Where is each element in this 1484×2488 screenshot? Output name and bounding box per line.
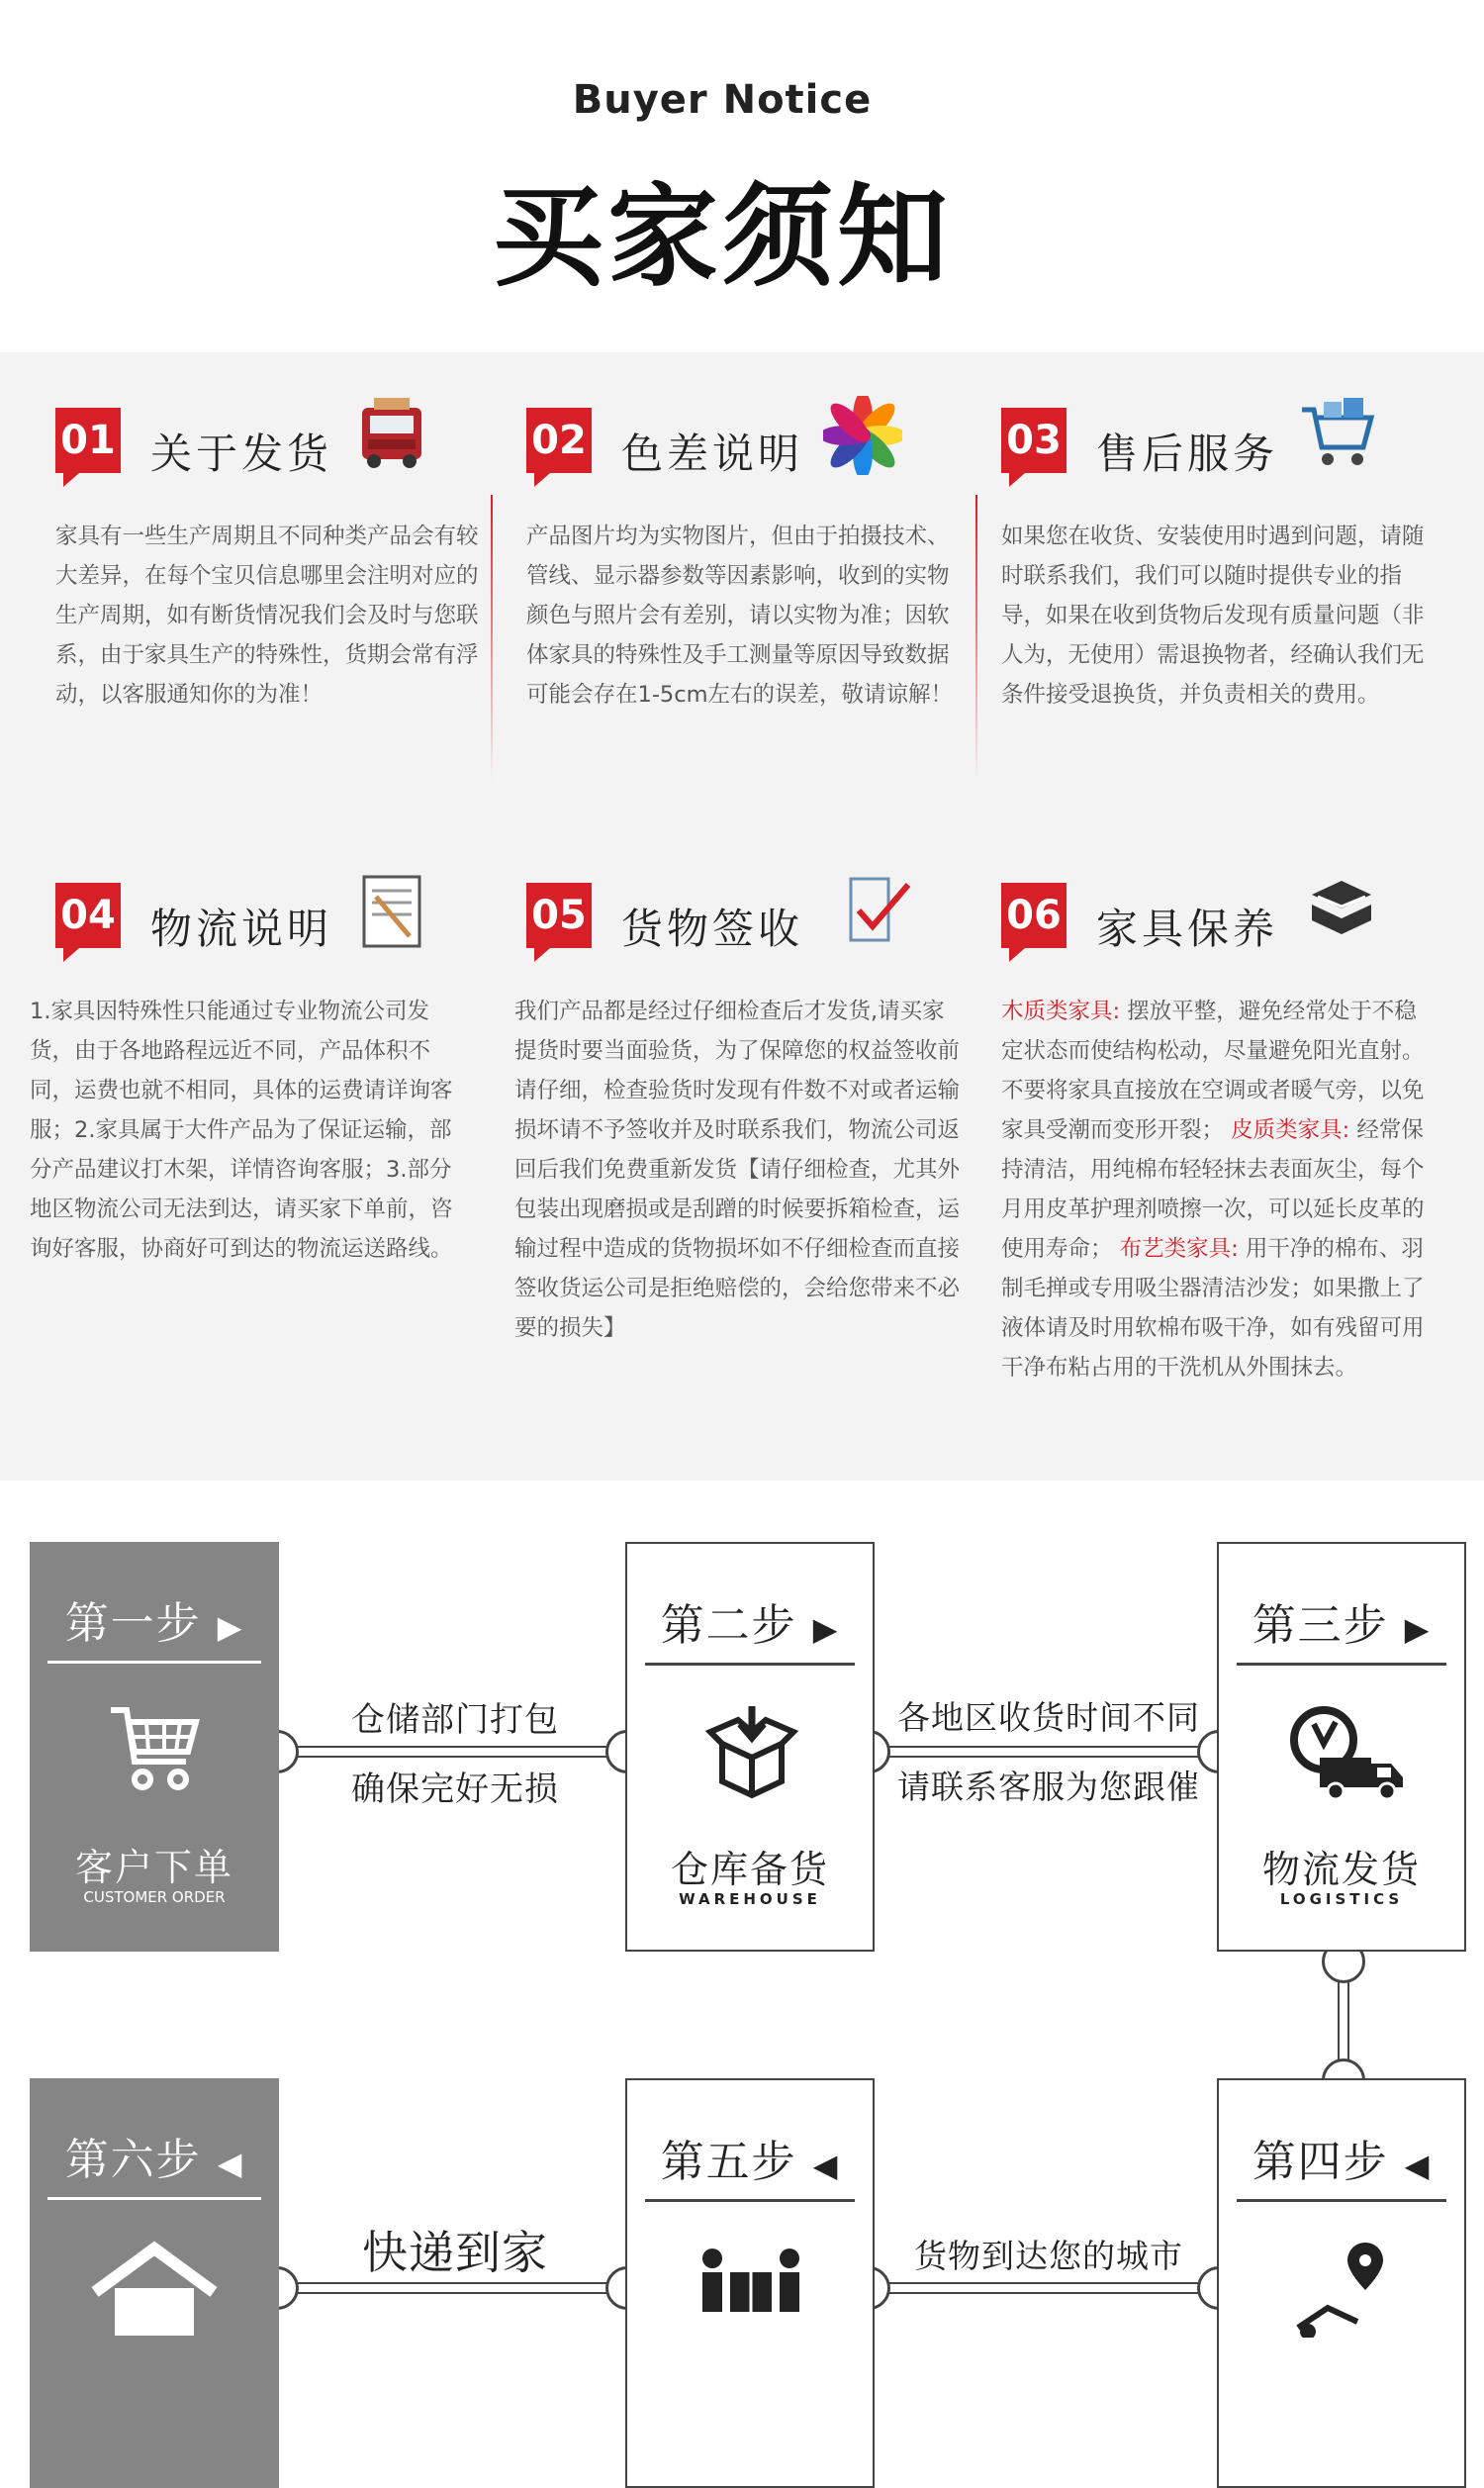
shopping-cart-icon — [1298, 396, 1377, 475]
divider — [975, 495, 977, 782]
card-number: 02 — [526, 408, 592, 473]
card-title: 色差说明 — [621, 430, 804, 478]
color-wheel-icon — [823, 396, 902, 475]
card-body: 1.家具因特殊性只能通过专业物流公司发货，由于各地路程远近不同，产品体积不同，运费也就不相同，具体的运费请详询客服；2.家具属于大件产品为了保证运输，部分产品建议打木架，详情咨询客服；3.部分地区物流公司无法到达，请买家下单前，咨询好客服，协商好可到达的物流运送路线。 — [30, 999, 453, 1262]
location-pin-icon — [1288, 2239, 1407, 2338]
card-body — [1001, 992, 1437, 1388]
card-body: 产品图片均为实物图片，但由于拍摄技术、管线、显示器参数等因素影响，收到的实物颜色与照片会有差别，请以实物为准；因软体家具的特殊性及手工测量等原因导致数据可能会存在1-5cm左右的误差，敬请谅解！ — [526, 524, 954, 708]
fabric-label: 布艺类家具: — [1119, 1236, 1239, 1262]
leather-label: 皮质类家具: — [1231, 1117, 1350, 1143]
step-underline — [47, 2197, 261, 2200]
card-title: 货物签收 — [621, 905, 804, 953]
card-number: 04 — [55, 883, 121, 948]
box-icon — [1302, 871, 1381, 950]
connector-text: 快递到家 — [362, 2226, 548, 2279]
step-3-logistics — [1217, 1542, 1466, 1952]
step-name: 客户下单 — [74, 1846, 233, 1889]
step-2-warehouse — [625, 1542, 875, 1952]
connector-6-5 — [279, 2282, 629, 2294]
connector-1-2 — [279, 1746, 629, 1758]
card-body: 家具有一些生产周期且不同种类产品会有较大差异，在每个宝贝信息哪里会注明对应的生产周期，如有断货情况我们会及时与您联系，由于家具生产的特殊性，货期会常有浮动，以客服通知你的为准！ — [55, 524, 479, 708]
step-label: 第四步 ◀ — [1252, 2137, 1432, 2187]
step-name: 仓库备货 — [670, 1848, 829, 1891]
connector-2-3 — [871, 1746, 1221, 1758]
step-name: 物流发货 — [1261, 1848, 1421, 1891]
step-subtitle: CUSTOMER ORDER — [83, 1888, 226, 1906]
card-number: 06 — [1001, 883, 1067, 948]
package-icon — [702, 1702, 801, 1801]
connector-text: 请联系客服为您跟催 — [897, 1768, 1200, 1806]
connector-text: 各地区收货时间不同 — [897, 1698, 1200, 1737]
step-1-customer-order — [30, 1542, 279, 1952]
step-subtitle: LOGISTICS — [1279, 1890, 1404, 1908]
wood-text: 摆放平整，避免经常处于不稳定状态而使结构松动，尽量避免阳光直射。不要将家具直接放在空调或者暖气旁，以免家具受潮而变形开裂； — [1001, 999, 1425, 1143]
connector-5-4 — [871, 2282, 1221, 2294]
step-subtitle: WAREHOUSE — [679, 1890, 821, 1908]
connector-text: 货物到达您的城市 — [914, 2237, 1183, 2275]
fabric-text: 用干净的棉布、羽制毛掸或专用吸尘器清洁沙发；如果撒上了液体请及时用软棉布吸干净，如有残留可用干净布粘占用的干洗机从外围抹去。 — [1001, 1236, 1425, 1381]
card-body: 如果您在收货、安装使用时遇到问题，请随时联系我们，我们可以随时提供专业的指导，如果在收到货物后发现有质量问题（非人为，无使用）需退换物者，经确认我们无条件接受退换货，并负责相关的费用。 — [1001, 524, 1425, 708]
card-number: 03 — [1001, 408, 1067, 473]
checkmark-doc-icon — [837, 871, 916, 950]
step-label: 第六步 ◀ — [64, 2135, 244, 2185]
card-title: 家具保养 — [1096, 905, 1279, 953]
step-underline — [47, 1661, 261, 1664]
step-4-in-transit — [1217, 2078, 1466, 2488]
step-label: 第一步 ▶ — [64, 1598, 244, 1649]
step-underline — [1237, 2199, 1446, 2202]
card-title: 关于发货 — [150, 430, 333, 478]
step-underline — [645, 2199, 855, 2202]
card-title: 售后服务 — [1096, 430, 1279, 478]
step-label: 第五步 ◀ — [660, 2137, 840, 2187]
truck-icon — [352, 396, 431, 475]
delivery-truck-icon — [1280, 1702, 1409, 1801]
leather-text: 经常保持清洁，用纯棉布轻轻抹去表面灰尘，每个月用皮革护理剂喷擦一次，可以延长皮革的使用寿命； — [1001, 1117, 1425, 1262]
step-underline — [1237, 1663, 1446, 1666]
step-label: 第二步 ▶ — [660, 1600, 840, 1651]
connector-text: 确保完好无损 — [351, 1770, 559, 1809]
step-5-city-arrival — [625, 2078, 875, 2488]
header-en-title: Buyer Notice — [572, 77, 873, 123]
step-6-home-delivery — [30, 2078, 279, 2488]
notice-panel — [0, 352, 1484, 1481]
divider — [491, 495, 493, 782]
clipboard-icon — [352, 871, 431, 950]
header-zh-title: 买家须知 — [493, 173, 952, 302]
step-label: 第三步 ▶ — [1252, 1600, 1432, 1651]
wood-label: 木质类家具: — [1001, 999, 1121, 1024]
card-body: 我们产品都是经过仔细检查后才发货,请买家提货时要当面验货，为了保障您的权益签收前请仔细，检查验货时发现有件数不对或者运输损坏请不予签收并及时联系我们，物流公司返回后我们免费重新发货【请仔细检查，尤其外包装出现磨损或是刮蹭的时候要拆箱检查，运输过程中造成的货物损坏如不仔细检查而直接签收货运公司是拒绝赔偿的，会给您带来不必要的损失】 — [514, 999, 961, 1341]
connector-text: 仓储部门打包 — [351, 1700, 559, 1740]
people-icon — [687, 2239, 815, 2338]
step-underline — [645, 1663, 855, 1666]
cart-icon — [105, 1700, 204, 1799]
card-number: 01 — [55, 408, 121, 473]
card-number: 05 — [526, 883, 592, 948]
home-icon — [85, 2237, 224, 2336]
card-title: 物流说明 — [150, 905, 333, 953]
